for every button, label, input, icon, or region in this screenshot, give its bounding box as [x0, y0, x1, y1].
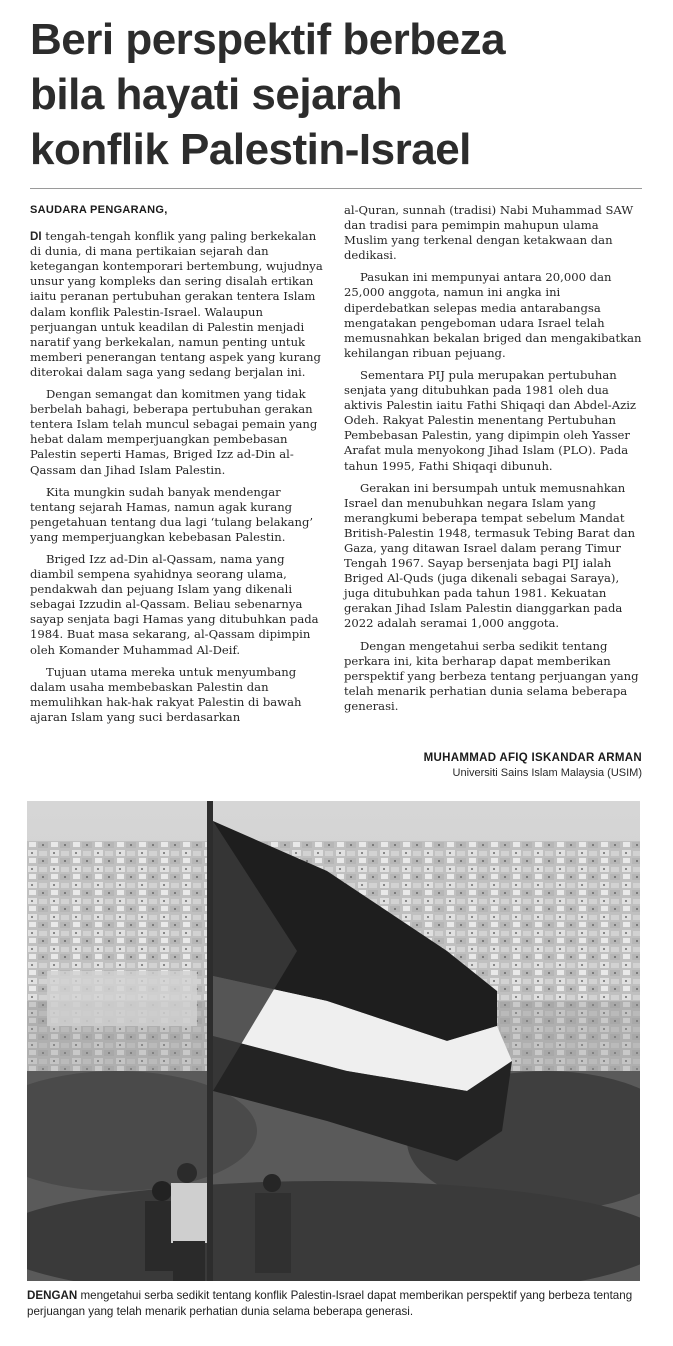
photo-caption [27, 1288, 640, 1320]
paragraph [30, 229, 326, 380]
paragraph-dropin: DI [30, 230, 42, 244]
headline-divider [30, 188, 642, 189]
headline-line-2: bila hayati sejarah [30, 70, 403, 119]
author-affiliation: Universiti Sains Islam Malaysia (USIM) [452, 767, 642, 779]
photo-flag-over-city [27, 801, 640, 1281]
headline-line-1: Beri perspektif berbeza [30, 15, 506, 64]
paragraph: Kita mungkin sudah banyak mendengar tentang sejarah Hamas, namun agak kurang pengetahuan tentang dua lagi ‘tulang belakang’ yang memperjuangkan kebebasan Palestin. [30, 484, 314, 544]
paragraph: Gerakan ini bersumpah untuk memusnahkan Israel dan menubuhkan negara Islam yang merangkumi beberapa tempat sebelum Mandat British-Palestin 1948, termasuk Tebing Barat dan Gaza, yang ditawan Israel dalam perang Timur Tengah 1967. Sayap bersenjata bagi PIJ ialah Briged Al-Quds (juga dikenali sebagai Saraya), juga ditubuhkan pada tahun 1981. Kekuatan gerakan Jihad Islam Palestin dianggarkan pada 2022 adalah seramai 1,000 anggota. [344, 480, 636, 631]
paragraph-text: tengah-tengah konflik yang paling berkekalan di dunia, di mana pertikaian sejarah dan ketegangan kontemporari bertembung, wujudnya unsur yang kompleks dan sering disalah ertikan iaitu peranan pertubuhan gerakan tentera Islam dalam konflik Palestin-Israel. Walaupun perjuangan untuk keadilan di Palestin menjadi naratif yang berkekalan, namun penting untuk memberi penerangan tentang aspek yang kurang diterokai dalam saga yang sedang berjalan ini. [30, 229, 323, 379]
paragraph: Dengan mengetahui serba sedikit tentang perkara ini, kita berharap dapat memberikan perspektif yang berbeza tentang perjuangan yang telah menarik perhatian dunia selama beberapa generasi. [344, 638, 639, 713]
author-name: MUHAMMAD AFIQ ISKANDAR ARMAN [423, 752, 642, 764]
news-photo [27, 801, 640, 1281]
caption-text: mengetahui serba sedikit tentang konflik Palestin-Israel dapat memberikan perspektif yang berbeza tentang perjuangan yang telah menarik perhatian dunia selama beberapa generasi. [27, 1289, 633, 1318]
article-column-right [344, 203, 642, 721]
paragraph: al-Quran, sunnah (tradisi) Nabi Muhammad SAW dan tradisi para pemimpin mahupun ulama Muslim yang terkenal dengan ketakwaan dan dedikasi. [344, 203, 634, 263]
paragraph: Dengan semangat dan komitmen yang tidak berbelah bahagi, beberapa pertubuhan gerakan tentera Islam telah muncul sebagai pemain yang hebat dalam memperjuangkan pembebasan Palestin seperti Hamas, Briged Izz ad-Din al-Qassam dan Jihad Islam Palestin. [30, 387, 318, 477]
paragraph: Sementara PIJ pula merupakan pertubuhan senjata yang ditubuhkan pada 1981 oleh dua aktivis Palestin iaitu Fathi Shiqaqi dan Abdel-Aziz Odeh. Rakyat Palestin menentang Pertubuhan Pembebasan Palestin, yang dipimpin oleh Yasser Arafat mula menyokong Jihad Islam (PLO). Pada tahun 1995, Fathi Shiqaqi dibunuh. [344, 367, 637, 473]
paragraph: Tujuan utama mereka untuk menyumbang dalam usaha membebaskan Palestin dan memulihkan hak-hak rakyat Palestin di bawah ajaran Islam yang suci berdasarkan [30, 664, 302, 724]
caption-lead: DENGAN [27, 1289, 78, 1302]
headline-line-3: konflik Palestin-Israel [30, 125, 471, 174]
article-column-left [30, 203, 326, 732]
paragraph: Pasukan ini mempunyai antara 20,000 dan 25,000 anggota, namun ini angka ini diperdebatkan selepas media antarabangsa mengatakan pengeboman udara Israel telah memusnahkan bekalan briged dan mengakibatkan kehilangan ribuan pejuang. [344, 270, 642, 360]
headline [30, 12, 650, 177]
paragraph: Briged Izz ad-Din al-Qassam, nama yang diambil sempena syahidnya seorang ulama, pendakwah dan pejuang Islam yang dikenali sebagai Izzudin al-Qassam. Beliau sebenarnya sayap senjata bagi Hamas yang ditubuhkan pada 1984. Buat masa sekarang, al-Qassam dipimpin oleh Komander Muhammad Al-Deif. [30, 551, 319, 657]
byline [344, 752, 642, 779]
letter-salutation: SAUDARA PENGARANG, [30, 204, 168, 216]
